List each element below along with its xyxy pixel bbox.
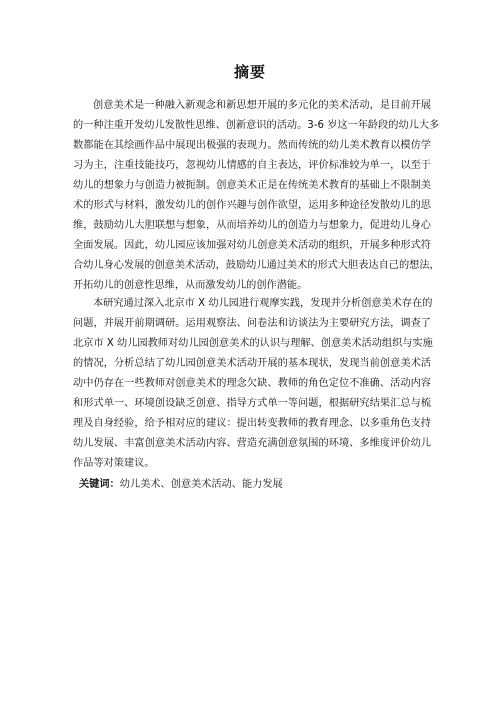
keywords-line <box>79 477 283 493</box>
paragraph-line: 理及自身经验，给予相对应的建议：提出转变教师的教育理念、以多重角色支持 <box>73 418 431 429</box>
paragraph-line: 幼儿发展、丰富创意美术活动内容、营造充满创意氛围的环境、多维度评价幼儿 <box>73 438 431 449</box>
paragraph-line: 习为主，注重技能技巧，忽视幼儿情感的自主表达，评价标准较为单一，以至于 <box>73 160 431 171</box>
paragraph-line: 和形式单一、环境创设缺乏创意、指导方式单一等问题，根据研究结果汇总与梳 <box>73 398 431 409</box>
abstract-title: 摘要 <box>233 63 266 81</box>
paragraph-line: 开拓幼儿的创意性思维，从而激发幼儿的创作潜能。 <box>73 280 308 291</box>
paragraph-line: 数都能在其绘画作品中展现出极强的表现力。然而传统的幼儿美术教育以模仿学 <box>73 140 431 151</box>
abstract-paragraph-1 <box>73 96 440 296</box>
paragraph-line: 维，鼓励幼儿大胆联想与想象，从而培养幼儿的创造力与想象力，促进幼儿身心 <box>73 220 431 231</box>
paragraph-line: 作品等对策建议。 <box>73 458 155 469</box>
paragraph-line: 的一种注重开发幼儿发散性思维、创新意识的活动。3-6 岁这一年龄段的幼儿大多 <box>73 120 440 131</box>
paragraph-line: 幼儿的想象力与创造力被扼制。创意美术正是在传统美术教育的基础上不限制美 <box>73 180 431 191</box>
paragraph-line: 的情况，分析总结了幼儿园创意美术活动开展的基本现状，发现当前创意美术活 <box>73 358 431 369</box>
paragraph-line: 北京市 X 幼儿园教师对幼儿园创意美术的认识与理解、创意美术活动组织与实施 <box>73 338 433 349</box>
keywords-label: 关键词： <box>79 479 120 490</box>
keywords-text: 幼儿美术、创意美术活动、能力发展 <box>119 479 283 490</box>
paragraph-line: 创意美术是一种融入新观念和新思想开展的多元化的美术活动，是目前开展 <box>93 100 431 111</box>
paragraph-line: 本研究通过深入北京市 X 幼儿园进行观摩实践，发现并分析创意美术存在的 <box>93 298 433 309</box>
abstract-paragraph-2 <box>73 294 431 474</box>
paragraph-line: 全面发展。因此，幼儿园应该加强对幼儿创意美术活动的组织，开展多种形式符 <box>73 240 431 251</box>
paragraph-line: 动中仍存在一些教师对创意美术的理念欠缺、教师的角色定位不准确、活动内容 <box>73 378 431 389</box>
paragraph-line: 术的形式与材料，激发幼儿的创作兴趣与创作欲望，运用多种途径发散幼儿的思 <box>73 200 431 211</box>
paragraph-line: 合幼儿身心发展的创意美术活动，鼓励幼儿通过美术的形式大胆表达自己的想法， <box>73 260 440 271</box>
paragraph-line: 问题，并展开前期调研。运用观察法、问卷法和访谈法为主要研究方法，调查了 <box>73 318 431 329</box>
